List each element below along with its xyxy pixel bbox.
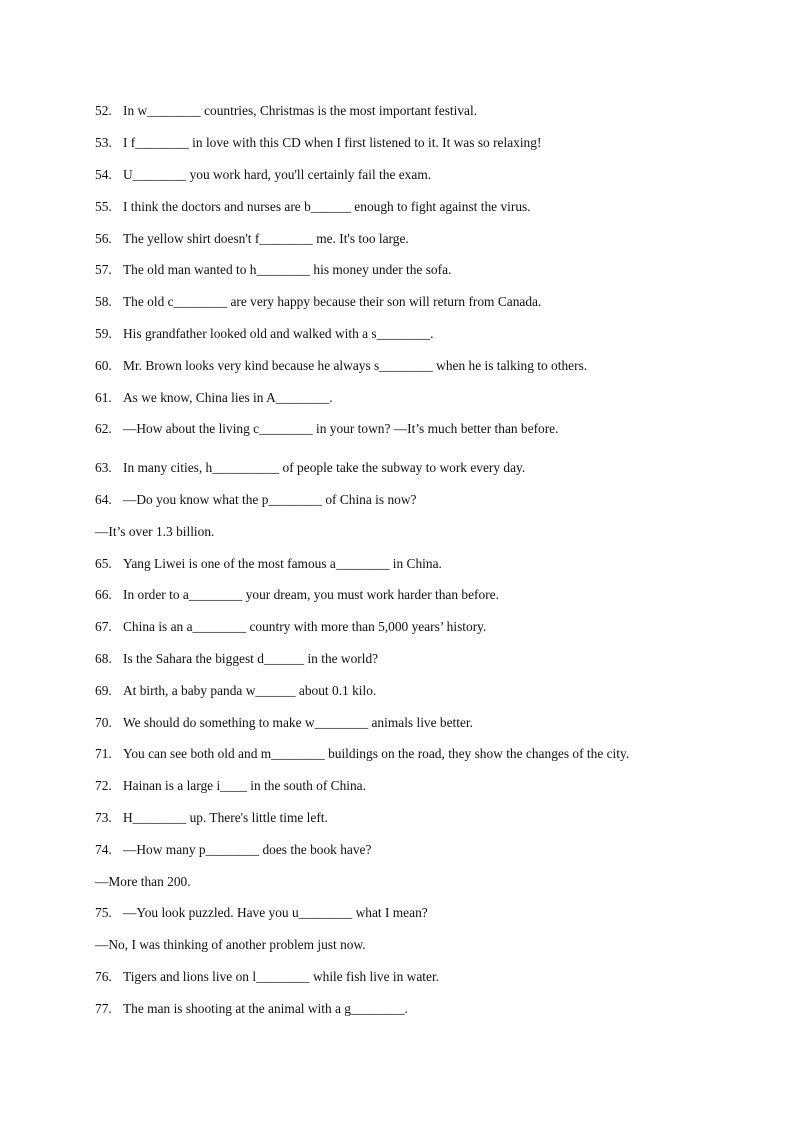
question-text: In order to a________ your dream, you must work harder than before. [123, 587, 499, 602]
question-62 [95, 420, 734, 438]
question-text: —You look puzzled. Have you u________ what I mean? [123, 905, 428, 920]
answer-text: —No, I was thinking of another problem just now. [95, 937, 366, 952]
answer-74 [95, 873, 734, 891]
question-text: Hainan is a large i____ in the south of China. [123, 778, 366, 793]
question-text: China is an a________ country with more than 5,000 years’ history. [123, 619, 487, 634]
question-number: 74. [95, 842, 112, 857]
question-text: —How about the living c________ in your town? —It’s much better than before. [123, 421, 559, 436]
question-number: 63. [95, 460, 112, 475]
answer-64 [95, 523, 734, 541]
question-text: H________ up. There's little time left. [123, 810, 328, 825]
question-number: 65. [95, 556, 112, 571]
question-56 [95, 230, 734, 248]
question-number: 71. [95, 746, 112, 761]
question-text: In many cities, h__________ of people take the subway to work every day. [123, 460, 526, 475]
question-52 [95, 102, 734, 120]
question-number: 56. [95, 231, 112, 246]
question-number: 54. [95, 167, 112, 182]
question-text: As we know, China lies in A________. [123, 390, 333, 405]
question-text: I think the doctors and nurses are b______ enough to fight against the virus. [123, 199, 531, 214]
question-53 [95, 134, 734, 152]
question-number: 58. [95, 294, 112, 309]
question-number: 72. [95, 778, 112, 793]
question-text: The old man wanted to h________ his money under the sofa. [123, 262, 452, 277]
question-text: Mr. Brown looks very kind because he always s________ when he is talking to others. [123, 358, 588, 373]
question-text: Yang Liwei is one of the most famous a________ in China. [123, 556, 442, 571]
question-61 [95, 389, 734, 407]
question-number: 69. [95, 683, 112, 698]
question-69 [95, 682, 734, 700]
question-58 [95, 293, 734, 311]
question-number: 59. [95, 326, 112, 341]
question-73 [95, 809, 734, 827]
question-text: At birth, a baby panda w______ about 0.1 kilo. [123, 683, 377, 698]
question-number: 64. [95, 492, 112, 507]
question-number: 60. [95, 358, 112, 373]
answer-75 [95, 936, 734, 954]
question-text: Is the Sahara the biggest d______ in the world? [123, 651, 379, 666]
question-number: 73. [95, 810, 112, 825]
question-68 [95, 650, 734, 668]
question-text: U________ you work hard, you'll certainly fail the exam. [123, 167, 432, 182]
question-64 [95, 491, 734, 509]
question-number: 55. [95, 199, 112, 214]
question-76 [95, 968, 734, 986]
question-65 [95, 555, 734, 573]
question-text: —Do you know what the p________ of China is now? [123, 492, 417, 507]
question-number: 53. [95, 135, 112, 150]
question-63 [95, 459, 734, 477]
question-text: The yellow shirt doesn't f________ me. It's too large. [123, 231, 409, 246]
question-number: 76. [95, 969, 112, 984]
question-text: Tigers and lions live on l________ while fish live in water. [123, 969, 440, 984]
question-number: 68. [95, 651, 112, 666]
question-67 [95, 618, 734, 636]
answer-text: —More than 200. [95, 874, 191, 889]
question-text: We should do something to make w________ animals live better. [123, 715, 473, 730]
question-number: 77. [95, 1001, 112, 1016]
question-text: —How many p________ does the book have? [123, 842, 372, 857]
question-text: I f________ in love with this CD when I first listened to it. It was so relaxing! [123, 135, 542, 150]
question-66 [95, 586, 734, 604]
question-number: 75. [95, 905, 112, 920]
question-number: 70. [95, 715, 112, 730]
question-text: In w________ countries, Christmas is the most important festival. [123, 103, 478, 118]
question-text: The old c________ are very happy because their son will return from Canada. [123, 294, 542, 309]
question-text: His grandfather looked old and walked with a s________. [123, 326, 434, 341]
question-number: 62. [95, 421, 112, 436]
question-text: You can see both old and m________ buildings on the road, they show the changes of the city. [123, 746, 630, 761]
question-number: 66. [95, 587, 112, 602]
question-77 [95, 1000, 734, 1018]
question-54 [95, 166, 734, 184]
answer-text: —It’s over 1.3 billion. [95, 524, 215, 539]
question-72 [95, 777, 734, 795]
question-75 [95, 904, 734, 922]
question-number: 61. [95, 390, 112, 405]
question-number: 67. [95, 619, 112, 634]
question-57 [95, 261, 734, 279]
question-text: The man is shooting at the animal with a g________. [123, 1001, 408, 1016]
question-71 [95, 745, 734, 763]
question-74 [95, 841, 734, 859]
question-number: 57. [95, 262, 112, 277]
question-number: 52. [95, 103, 112, 118]
question-70 [95, 714, 734, 732]
question-55 [95, 198, 734, 216]
question-59 [95, 325, 734, 343]
question-60 [95, 357, 734, 375]
